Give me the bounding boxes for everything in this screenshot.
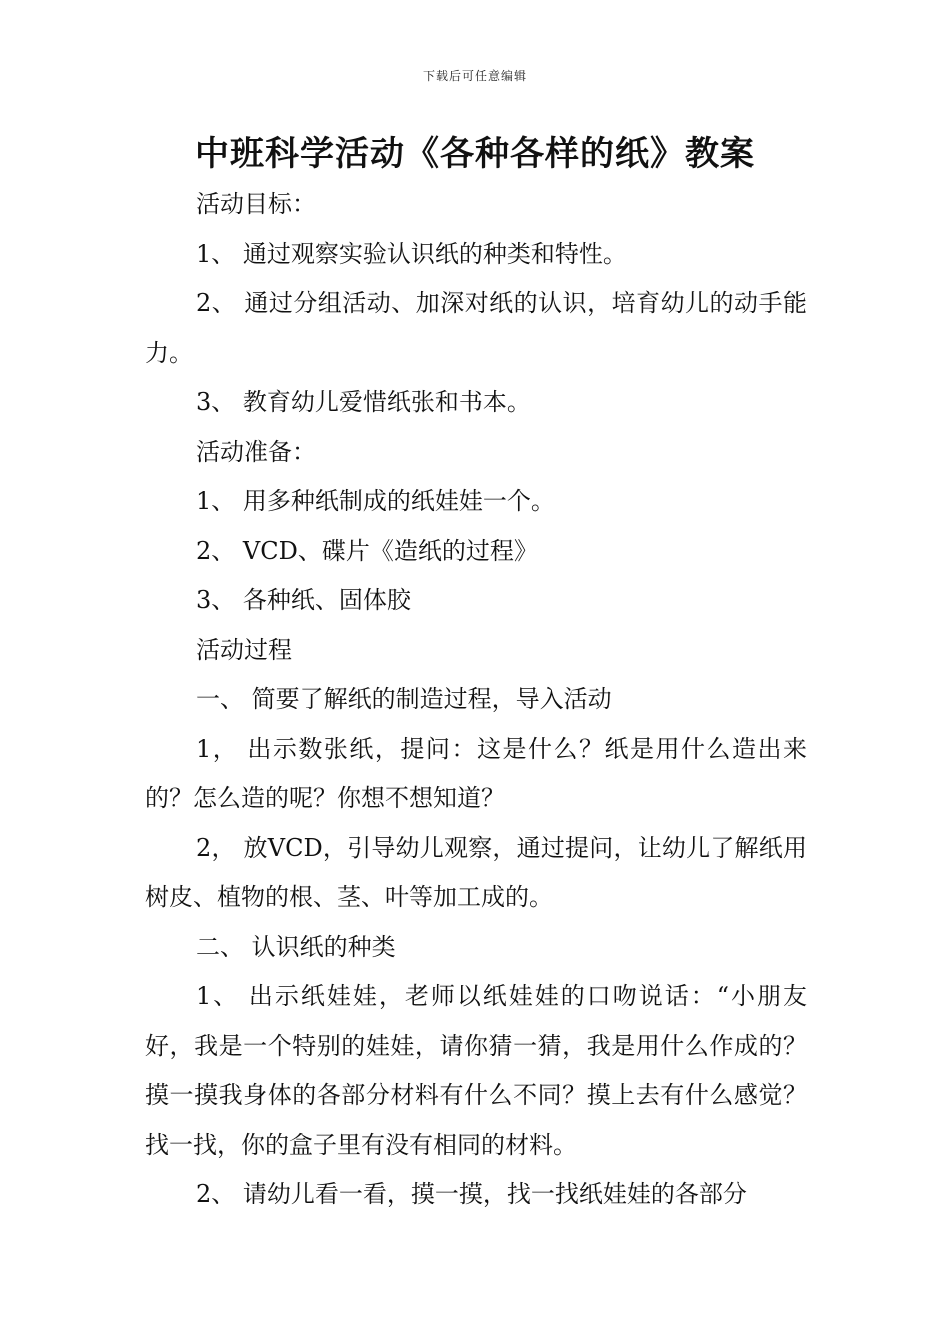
paragraph: 3、 教育幼儿爱惜纸张和书本。 [196,388,531,416]
paragraph: 3、 各种纸、固体胶 [196,586,411,614]
paragraph: 一、 简要了解纸的制造过程，导入活动 [196,685,612,713]
paragraph: 活动目标： [196,190,316,218]
paragraph: 2， 放VCD，引导幼儿观察，通过提问，让幼儿了解纸用树皮、植物的根、茎、叶等加工成的。 [145,833,807,911]
paragraph: 二、 认识纸的种类 [196,932,396,961]
paragraph: 1、 用多种纸制成的纸娃娃一个。 [196,487,555,515]
paragraph: 2、 请幼儿看一看，摸一摸，找一找纸娃娃的各部分 [196,1180,747,1208]
document-body [145,180,807,1220]
paragraph: 2、 通过分组活动、加深对纸的认识，培育幼儿的动手能力。 [145,289,807,367]
paragraph: 1、 通过观察实验认识纸的种类和特性。 [196,239,627,268]
header-note: 下载后可任意编辑 [422,69,527,83]
paragraph: 2、 VCD、碟片《造纸的过程》 [196,536,538,565]
paragraph: 1、 出示纸娃娃，老师以纸娃娃的口吻说话：“小朋友好，我是一个特别的娃娃，请你猜一猜，我是用什么作成的？摸一摸我身体的各部分材料有什么不同？摸上去有什么感觉？找一找，你的盒子里有没有相同的材料。 [145,982,807,1159]
paragraph: 活动准备： [196,437,316,466]
document-title: 中班科学活动《各种各样的纸》教案 [195,134,755,174]
paragraph: 1， 出示数张纸，提问：这是什么？纸是用什么造出来的？怎么造的呢？你想不想知道？ [145,734,807,812]
paragraph: 活动过程 [196,635,292,664]
